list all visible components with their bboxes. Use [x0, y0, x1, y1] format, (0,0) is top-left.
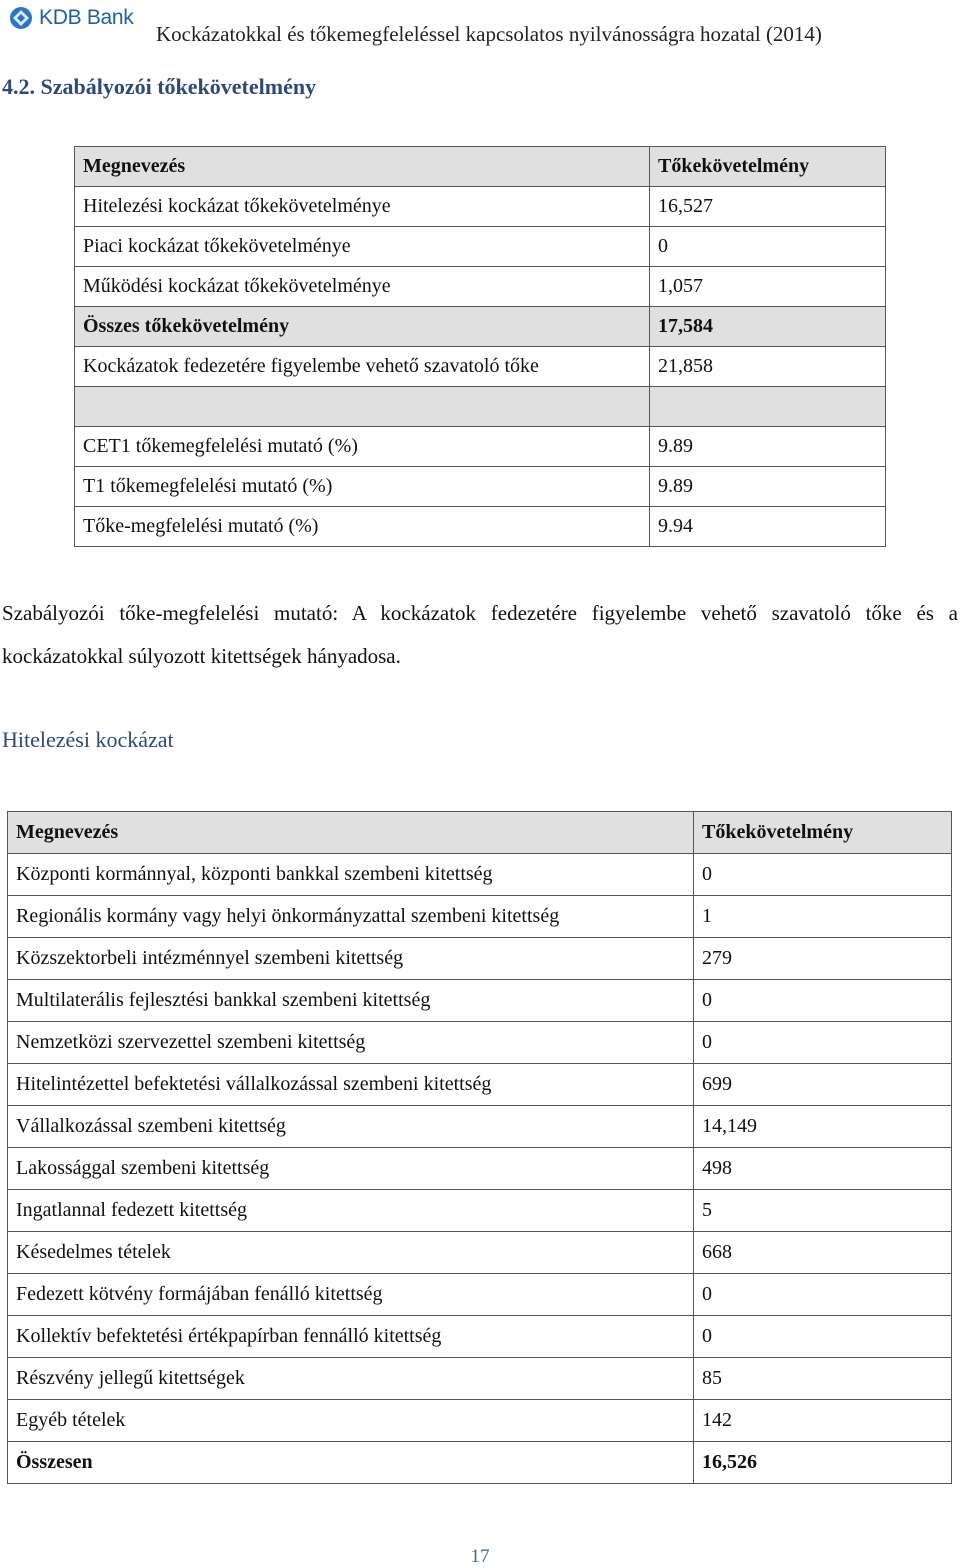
table-row	[8, 1232, 952, 1274]
row-value: 0	[694, 1022, 952, 1064]
row-value: 0	[694, 980, 952, 1022]
table-row	[8, 1316, 952, 1358]
row-name: Hitelintézettel befektetési vállalkozással szembeni kitettség	[8, 1064, 694, 1106]
row-name: Működési kockázat tőkekövetelménye	[75, 267, 650, 307]
row-name: Központi kormánnyal, központi bankkal szembeni kitettség	[8, 854, 694, 896]
row-name: Közszektorbeli intézménnyel szembeni kitettség	[8, 938, 694, 980]
row-name: Részvény jellegű kitettségek	[8, 1358, 694, 1400]
blank-separator-row	[75, 387, 886, 427]
table-row	[8, 980, 952, 1022]
row-value: 17,584	[650, 307, 886, 347]
table-row	[75, 507, 886, 547]
row-name: Kollektív befektetési értékpapírban fennálló kitettség	[8, 1316, 694, 1358]
row-name: Lakossággal szembeni kitettség	[8, 1148, 694, 1190]
table-row	[8, 1358, 952, 1400]
table-row	[8, 1190, 952, 1232]
row-value: 0	[694, 854, 952, 896]
row-value: 16,526	[694, 1442, 952, 1484]
table-row	[8, 1274, 952, 1316]
kdb-logo	[8, 6, 133, 30]
row-value: 9.89	[650, 427, 886, 467]
table-row	[75, 267, 886, 307]
document-title: Kockázatokkal és tőkemegfeleléssel kapcsolatos nyilvánosságra hozatal (2014)	[156, 22, 822, 46]
capital-requirement-table	[74, 146, 886, 547]
page-number: 17	[470, 1546, 490, 1567]
row-value: 279	[694, 938, 952, 980]
row-name: Késedelmes tételek	[8, 1232, 694, 1274]
credit-risk-table	[7, 811, 952, 1484]
row-name: Összes tőkekövetelmény	[75, 307, 650, 347]
row-name: Egyéb tételek	[8, 1400, 694, 1442]
row-name: Összesen	[8, 1442, 694, 1484]
table-row	[75, 187, 886, 227]
table-header-row	[8, 812, 952, 854]
row-value: 14,149	[694, 1106, 952, 1148]
row-value: 0	[694, 1316, 952, 1358]
section-heading: 4.2. Szabályozói tőkekövetelmény	[2, 74, 317, 99]
row-name: T1 tőkemegfelelési mutató (%)	[75, 467, 650, 507]
table-row	[8, 1400, 952, 1442]
row-value: 699	[694, 1064, 952, 1106]
kdb-emblem-icon	[8, 6, 34, 30]
column-header-value: Tőkekövetelmény	[650, 147, 886, 187]
row-value: 9.89	[650, 467, 886, 507]
row-name: Tőke-megfelelési mutató (%)	[75, 507, 650, 547]
table-row	[8, 1106, 952, 1148]
row-value: 1	[694, 896, 952, 938]
table-row	[8, 938, 952, 980]
row-value: 668	[694, 1232, 952, 1274]
row-value: 5	[694, 1190, 952, 1232]
column-header-name: Megnevezés	[8, 812, 694, 854]
row-name: Multilaterális fejlesztési bankkal szembeni kitettség	[8, 980, 694, 1022]
row-name: Kockázatok fedezetére figyelembe vehető szavatoló tőke	[75, 347, 650, 387]
row-name: Piaci kockázat tőkekövetelménye	[75, 227, 650, 267]
table-row	[8, 896, 952, 938]
row-value: 0	[694, 1274, 952, 1316]
row-name: Regionális kormány vagy helyi önkormányzattal szembeni kitettség	[8, 896, 694, 938]
row-value: 1,057	[650, 267, 886, 307]
logo-text: KDB Bank	[39, 6, 134, 29]
total-row	[8, 1442, 952, 1484]
definition-paragraph: Szabályozói tőke-megfelelési mutató: A kockázatok fedezetére figyelembe vehető szavatoló tőke és a kockázatokkal súlyozott kitettségek hányadosa.	[2, 601, 958, 668]
row-value: 9.94	[650, 507, 886, 547]
row-value: 85	[694, 1358, 952, 1400]
credit-risk-heading: Hitelezési kockázat	[2, 727, 174, 752]
table-row	[8, 854, 952, 896]
column-header-name: Megnevezés	[75, 147, 650, 187]
row-value: 16,527	[650, 187, 886, 227]
table-row	[75, 427, 886, 467]
row-name	[75, 387, 650, 427]
table-row	[75, 347, 886, 387]
column-header-value: Tőkekövetelmény	[694, 812, 952, 854]
table-row	[75, 227, 886, 267]
row-name: Ingatlannal fedezett kitettség	[8, 1190, 694, 1232]
row-name: Fedezett kötvény formájában fenálló kitettség	[8, 1274, 694, 1316]
row-name: Nemzetközi szervezettel szembeni kitettség	[8, 1022, 694, 1064]
table-row	[8, 1064, 952, 1106]
table-row	[8, 1022, 952, 1064]
table-row	[75, 467, 886, 507]
row-value: 142	[694, 1400, 952, 1442]
row-value	[650, 387, 886, 427]
row-name: CET1 tőkemegfelelési mutató (%)	[75, 427, 650, 467]
table-header-row	[75, 147, 886, 187]
row-value: 21,858	[650, 347, 886, 387]
table-row	[8, 1148, 952, 1190]
total-row	[75, 307, 886, 347]
row-value: 0	[650, 227, 886, 267]
row-name: Vállalkozással szembeni kitettség	[8, 1106, 694, 1148]
row-name: Hitelezési kockázat tőkekövetelménye	[75, 187, 650, 227]
row-value: 498	[694, 1148, 952, 1190]
